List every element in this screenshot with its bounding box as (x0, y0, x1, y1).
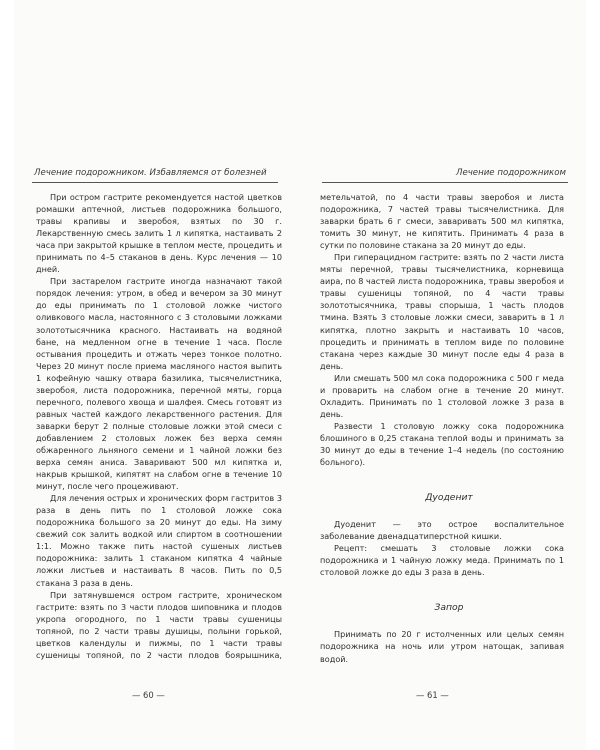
paragraph: При гиперацидном гастрите: взять по 2 части листа мяты перечной, травы тысячелистника, корневища аира, по 8 частей листа подорожника, травы зверобоя и травы сушеницы топяной, по 4 части травы золототысячника, травы спорыша, 1 часть плодов тмина. Взять 3 столовые ложки смеси, заварить в 1 л кипятка, плотно закрыть и настаивать 10 часов, процедить и принимать в теплом виде по половине стакана через каждые 30 минут после еды 4 раза в день. (320, 252, 564, 371)
paragraph: Принимать по 20 г истолченных или целых семян подорожника на ночь или утром натощак, запивая водой. (320, 629, 564, 664)
paragraph: метельчатой, по 4 части травы зверобоя и листа подорожника, 7 частей травы тысячелистника. Для заварки брать 6 г смеси, заваривать 500 мл кипятка, томить 30 минут, не кипятить. Принимать 4 раза в сутки по половине стакана за 20 минут до еды. (320, 192, 564, 251)
left-page-text (36, 191, 282, 661)
paragraph: При остром гастрите рекомендуется настой цветков ромашки аптечной, листьев подорожника большого, травы крапивы и зверобоя, взятых по 30 г. Лекарственную смесь залить 1 л кипятка, настаивать 2 часа при закрытой крышке в теплом месте, процедить и принимать по 4–5 стаканов в день. Курс лечения — 10 дней. (36, 192, 282, 275)
paragraph: При застарелом гастрите иногда назначают такой порядок лечения: утром, в обед и вечером за 30 минут до еды принимать по 1 столовой ложке чистого оливкового масла, настоянного с 3 столовыми ложками золототысячника красного. Настаивать на водяной бане, на медленном огне в течение 1 часа. После остывания процедить и отжать через тонкое полотно. Через 20 минут после приема масляного настоя выпить 1 кофейную чашку отвара базилика, тысячелистника, зверобоя, листа подорожника, перечной мяты, горца перечного, полевого хвоща и шалфея. Смесь готовят из равных частей каждого лекарственного растения. Для заварки берут 2 полные столовые ложки этой смеси с добавлением 2 столовых ложек без верха семян обжаренного льняного семени и 1 чайной ложки без верха семян аниса. Заваривают 500 мл кипятка и, накрыв крышкой, кипятят на слабом огне в течение 10 минут, после чего процеживают. (36, 276, 282, 492)
right-page-number: — 61 — (416, 690, 449, 700)
right-page-text (320, 191, 564, 665)
right-header-rule (322, 182, 568, 183)
left-header-rule (32, 182, 278, 183)
paragraph: Для лечения острых и хронических форм гастритов 3 раза в день пить по 1 столовой ложке сока подорожника большого за 20 минут до еды. На зиму свежий сок залить водкой или спиртом в соотношении 1:1. Можно также пить настой сушеных листьев подорожника: залить 1 стаканом кипятка 4 чайные ложки листьев и настаивать 8 часов. Пить по 0,5 стакана 3 раза в день. (36, 493, 282, 588)
left-running-head: Лечение подорожником. Избавляемся от болезней (34, 168, 267, 178)
paragraph: Развести 1 столовую ложку сока подорожника блошиного в 0,25 стакана теплой воды и принимать за 30 минут до еды в течение 1–4 недель (по состоянию больного). (320, 420, 564, 468)
paragraph: При затянувшемся остром гастрите, хроническом гастрите: взять по 3 части плодов шиповника и плодов укропа огородного, по 1 части травы сушеницы топяной, по 2 части травы душицы, полыни горькой, цветков календулы и пижмы, по 1 части травы сушеницы топяной, по 2 части плодов боярышника, (36, 589, 282, 660)
left-page (14, 0, 300, 750)
section-title-duodenitis: Дуоденит (425, 492, 473, 504)
right-page (300, 0, 586, 750)
right-running-head: Лечение подорожником (455, 168, 566, 178)
section-title-constipation: Запор (434, 602, 464, 614)
left-page-number: — 60 — (132, 690, 165, 700)
paragraph: Дуоденит — это острое воспалительное заболевание двенадцатиперстной кишки. (320, 519, 564, 542)
paragraph: Или смешать 500 мл сока подорожника с 500 г меда и проварить на слабом огне в течение 20 минут. Охладить. Принимать по 1 столовой ложке 3 раза в день. (320, 372, 564, 419)
paragraph: Рецепт: смешать 3 столовые ложки сока подорожника и 1 чайную ложку меда. Принимать по 1 столовой ложке до еды 3 раза в день. (320, 543, 564, 578)
